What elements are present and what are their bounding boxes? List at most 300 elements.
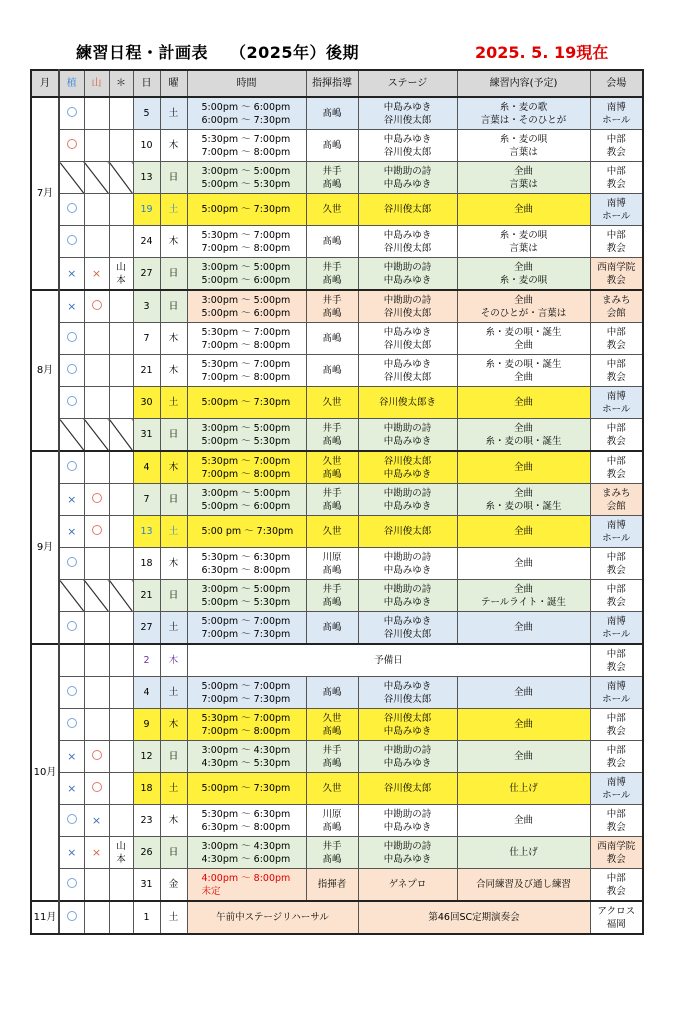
attendance-cell bbox=[84, 290, 109, 323]
weekday-cell: 土 bbox=[160, 612, 187, 645]
content-cell: 糸・麦の唄・誕生 全曲 bbox=[457, 355, 590, 387]
conductor-cell: 井手 髙嶋 bbox=[306, 837, 358, 869]
attendance-cell bbox=[59, 130, 84, 162]
attendance-cell bbox=[59, 258, 84, 291]
attendance-cell bbox=[59, 741, 84, 773]
day-cell: 21 bbox=[133, 580, 160, 612]
note-cell bbox=[109, 709, 133, 741]
time-cell: 5:30pm ～ 7:00pm 7:00pm ～ 8:00pm bbox=[187, 451, 306, 484]
venue-cell: まみち 会館 bbox=[590, 484, 643, 516]
conductor-cell: 久世 bbox=[306, 387, 358, 419]
conductor-cell: 久世 髙嶋 bbox=[306, 709, 358, 741]
circle-icon bbox=[67, 557, 77, 567]
venue-cell: 西南学院 教会 bbox=[590, 837, 643, 869]
weekday-cell: 日 bbox=[160, 290, 187, 323]
day-cell: 7 bbox=[133, 323, 160, 355]
note-cell bbox=[109, 130, 133, 162]
day-cell: 13 bbox=[133, 516, 160, 548]
circle-icon bbox=[67, 814, 77, 824]
content-cell: 全曲 糸・麦の唄 bbox=[457, 258, 590, 291]
day-cell: 5 bbox=[133, 97, 160, 130]
note-cell bbox=[109, 323, 133, 355]
red-circle-icon bbox=[92, 525, 102, 535]
weekday-cell: 木 bbox=[160, 805, 187, 837]
content-cell: 合同練習及び通し練習 bbox=[457, 869, 590, 902]
month-cell: 10月 bbox=[31, 644, 59, 901]
attendance-cell bbox=[84, 194, 109, 226]
month-cell: 8月 bbox=[31, 290, 59, 451]
table-row bbox=[31, 612, 643, 645]
conductor-cell: 髙嶋 bbox=[306, 677, 358, 709]
red-circle-icon bbox=[67, 139, 77, 149]
content-cell: 糸・麦の唄 言葉は bbox=[457, 130, 590, 162]
table-row bbox=[31, 516, 643, 548]
day-cell: 19 bbox=[133, 194, 160, 226]
cross-icon: × bbox=[67, 781, 77, 795]
attendance-cell bbox=[59, 355, 84, 387]
conductor-cell: 井手 髙嶋 bbox=[306, 162, 358, 194]
day-cell: 27 bbox=[133, 258, 160, 291]
attendance-cell bbox=[84, 97, 109, 130]
content-cell: 全曲 言葉は bbox=[457, 162, 590, 194]
diagonal-strike-cell bbox=[109, 580, 133, 612]
day-cell: 4 bbox=[133, 451, 160, 484]
table-header-row bbox=[31, 70, 643, 97]
attendance-cell bbox=[59, 323, 84, 355]
cross-icon: × bbox=[67, 845, 77, 859]
table-row bbox=[31, 387, 643, 419]
weekday-cell: 木 bbox=[160, 548, 187, 580]
time-cell: 5:00pm ～ 6:00pm 6:00pm ～ 7:30pm bbox=[187, 97, 306, 130]
red-cross-icon: × bbox=[91, 266, 102, 280]
red-cross-icon: × bbox=[91, 845, 102, 859]
venue-cell: 南博 ホール bbox=[590, 677, 643, 709]
special-cell: 午前中ステージリハーサル bbox=[187, 901, 358, 934]
content-cell: 糸・麦の歌 言葉は・そのひとが bbox=[457, 97, 590, 130]
attendance-cell bbox=[59, 97, 84, 130]
stage-cell: 中勘助の詩 中島みゆき bbox=[358, 837, 457, 869]
day-cell: 1 bbox=[133, 901, 160, 934]
circle-icon bbox=[67, 878, 77, 888]
stage-cell: 谷川俊太郎 中島みゆき bbox=[358, 451, 457, 484]
venue-cell: 中部 教会 bbox=[590, 805, 643, 837]
table-row bbox=[31, 548, 643, 580]
day-cell: 21 bbox=[133, 355, 160, 387]
diagonal-strike-cell bbox=[109, 162, 133, 194]
table-row bbox=[31, 97, 643, 130]
as-of-date: 2025. 5. 19現在 bbox=[475, 43, 609, 62]
time-cell: 5:00pm ～ 7:30pm bbox=[187, 773, 306, 805]
day-cell: 31 bbox=[133, 869, 160, 902]
diagonal-strike-cell bbox=[84, 419, 109, 452]
table-row bbox=[31, 741, 643, 773]
note-cell bbox=[109, 548, 133, 580]
attendance-cell bbox=[59, 837, 84, 869]
day-cell: 24 bbox=[133, 226, 160, 258]
venue-cell: 中部 教会 bbox=[590, 162, 643, 194]
attendance-cell bbox=[84, 837, 109, 869]
time-cell: 3:00pm ～ 5:00pm 5:00pm ～ 6:00pm bbox=[187, 484, 306, 516]
stage-cell: 中勘助の詩 中島みゆき bbox=[358, 805, 457, 837]
weekday-cell: 土 bbox=[160, 194, 187, 226]
time-cell: 3:00pm ～ 4:30pm 4:30pm ～ 6:00pm bbox=[187, 837, 306, 869]
time-cell: 5:00 pm ～ 7:30pm bbox=[187, 516, 306, 548]
stage-cell: 中島みゆき 谷川俊太郎 bbox=[358, 130, 457, 162]
conductor-cell: 指揮者 bbox=[306, 869, 358, 902]
note-cell bbox=[109, 451, 133, 484]
table-row bbox=[31, 194, 643, 226]
cross-icon: × bbox=[67, 299, 77, 313]
note-cell bbox=[109, 741, 133, 773]
circle-icon bbox=[67, 396, 77, 406]
content-cell: 全曲 bbox=[457, 548, 590, 580]
conductor-cell: 久世 bbox=[306, 773, 358, 805]
red-circle-icon bbox=[92, 782, 102, 792]
table-row bbox=[31, 355, 643, 387]
page-title: 練習日程・計画表 （2025年）後期 bbox=[76, 43, 360, 62]
weekday-cell: 金 bbox=[160, 869, 187, 902]
stage-cell: 中島みゆき 谷川俊太郎 bbox=[358, 226, 457, 258]
note-cell bbox=[109, 644, 133, 677]
diagonal-strike-cell bbox=[109, 419, 133, 452]
day-cell: 18 bbox=[133, 773, 160, 805]
weekday-cell: 土 bbox=[160, 516, 187, 548]
circle-icon bbox=[67, 203, 77, 213]
column-header: 月 bbox=[31, 70, 59, 97]
content-cell: 全曲 bbox=[457, 387, 590, 419]
table-row bbox=[31, 837, 643, 869]
column-header: 曜 bbox=[160, 70, 187, 97]
content-cell: 全曲 bbox=[457, 612, 590, 645]
circle-icon bbox=[67, 911, 77, 921]
stage-cell: 中島みゆき 谷川俊太郎 bbox=[358, 677, 457, 709]
time-cell: 5:30pm ～ 6:30pm 6:30pm ～ 8:00pm bbox=[187, 805, 306, 837]
column-header: 練習内容(予定) bbox=[457, 70, 590, 97]
note-cell bbox=[109, 484, 133, 516]
conductor-cell: 久世 髙嶋 bbox=[306, 451, 358, 484]
attendance-cell bbox=[59, 677, 84, 709]
time-cell: 5:30pm ～ 7:00pm 7:00pm ～ 8:00pm bbox=[187, 709, 306, 741]
note-cell bbox=[109, 194, 133, 226]
conductor-cell: 髙嶋 bbox=[306, 226, 358, 258]
venue-cell: 中部 教会 bbox=[590, 644, 643, 677]
time-cell: 3:00pm ～ 5:00pm 5:00pm ～ 5:30pm bbox=[187, 419, 306, 452]
conductor-cell: 井手 髙嶋 bbox=[306, 580, 358, 612]
weekday-cell: 木 bbox=[160, 709, 187, 741]
table-row bbox=[31, 323, 643, 355]
column-header: 指揮指導 bbox=[306, 70, 358, 97]
content-cell: 全曲 テールライト・誕生 bbox=[457, 580, 590, 612]
day-cell: 3 bbox=[133, 290, 160, 323]
note-cell bbox=[109, 516, 133, 548]
attendance-cell bbox=[84, 709, 109, 741]
weekday-cell: 日 bbox=[160, 580, 187, 612]
venue-cell: アクロス 福岡 bbox=[590, 901, 643, 934]
circle-icon bbox=[67, 718, 77, 728]
table-row bbox=[31, 677, 643, 709]
time-cell: 4:00pm ～ 8:00pm 未定 bbox=[187, 869, 306, 902]
content-cell: 全曲 糸・麦の唄・誕生 bbox=[457, 419, 590, 452]
weekday-cell: 土 bbox=[160, 97, 187, 130]
day-cell: 4 bbox=[133, 677, 160, 709]
venue-cell: 南博 ホール bbox=[590, 516, 643, 548]
note-cell bbox=[109, 97, 133, 130]
stage-cell: 中勘助の詩 谷川俊太郎 bbox=[358, 290, 457, 323]
weekday-cell: 土 bbox=[160, 901, 187, 934]
note-cell bbox=[109, 387, 133, 419]
cross-icon: × bbox=[67, 266, 77, 280]
weekday-cell: 日 bbox=[160, 837, 187, 869]
attendance-cell bbox=[59, 516, 84, 548]
time-cell: 3:00pm ～ 5:00pm 5:00pm ～ 5:30pm bbox=[187, 580, 306, 612]
weekday-cell: 木 bbox=[160, 323, 187, 355]
day-cell: 12 bbox=[133, 741, 160, 773]
attendance-cell bbox=[84, 484, 109, 516]
diagonal-strike-cell bbox=[84, 580, 109, 612]
conductor-cell: 髙嶋 bbox=[306, 355, 358, 387]
special-cell: 予備日 bbox=[187, 644, 590, 677]
time-cell: 5:30pm ～ 7:00pm 7:00pm ～ 8:00pm bbox=[187, 355, 306, 387]
venue-cell: 中部 教会 bbox=[590, 130, 643, 162]
content-cell: 糸・麦の唄 言葉は bbox=[457, 226, 590, 258]
stage-cell: 中勘助の詩 中島みゆき bbox=[358, 741, 457, 773]
venue-cell: 中部 教会 bbox=[590, 869, 643, 902]
attendance-cell bbox=[59, 484, 84, 516]
conductor-cell: 髙嶋 bbox=[306, 97, 358, 130]
venue-cell: 中部 教会 bbox=[590, 226, 643, 258]
cross-icon: × bbox=[91, 813, 102, 827]
circle-icon bbox=[67, 364, 77, 374]
conductor-cell: 川原 髙嶋 bbox=[306, 805, 358, 837]
content-cell: 全曲 bbox=[457, 516, 590, 548]
day-cell: 7 bbox=[133, 484, 160, 516]
attendance-cell bbox=[84, 516, 109, 548]
weekday-cell: 日 bbox=[160, 162, 187, 194]
weekday-cell: 木 bbox=[160, 644, 187, 677]
month-cell: 7月 bbox=[31, 97, 59, 290]
attendance-cell bbox=[59, 548, 84, 580]
attendance-cell bbox=[84, 677, 109, 709]
attendance-cell bbox=[59, 451, 84, 484]
weekday-cell: 土 bbox=[160, 677, 187, 709]
time-cell: 5:30pm ～ 7:00pm 7:00pm ～ 8:00pm bbox=[187, 323, 306, 355]
attendance-cell bbox=[84, 741, 109, 773]
venue-cell: 西南学院 教会 bbox=[590, 258, 643, 291]
table-row bbox=[31, 580, 643, 612]
weekday-cell: 日 bbox=[160, 741, 187, 773]
time-cell: 5:00pm ～ 7:00pm 7:00pm ～ 7:30pm bbox=[187, 612, 306, 645]
table-row bbox=[31, 451, 643, 484]
weekday-cell: 木 bbox=[160, 355, 187, 387]
venue-cell: 南博 ホール bbox=[590, 773, 643, 805]
time-cell: 3:00pm ～ 5:00pm 5:00pm ～ 5:30pm bbox=[187, 162, 306, 194]
note-cell bbox=[109, 901, 133, 934]
circle-icon bbox=[67, 235, 77, 245]
stage-cell: 中島みゆき 谷川俊太郎 bbox=[358, 612, 457, 645]
day-cell: 2 bbox=[133, 644, 160, 677]
table-row bbox=[31, 419, 643, 452]
month-cell: 11月 bbox=[31, 901, 59, 934]
stage-cell: 谷川俊太郎 bbox=[358, 194, 457, 226]
column-header: 日 bbox=[133, 70, 160, 97]
content-cell: 全曲 bbox=[457, 709, 590, 741]
stage-cell: ゲネプロ bbox=[358, 869, 457, 902]
conductor-cell: 井手 髙嶋 bbox=[306, 419, 358, 452]
content-cell: 全曲 糸・麦の唄・誕生 bbox=[457, 484, 590, 516]
table-row bbox=[31, 226, 643, 258]
table-row bbox=[31, 162, 643, 194]
circle-icon bbox=[67, 621, 77, 631]
time-cell: 5:30pm ～ 7:00pm 7:00pm ～ 8:00pm bbox=[187, 226, 306, 258]
table-row bbox=[31, 869, 643, 902]
special-cell: 第46回SC定期演奏会 bbox=[358, 901, 590, 934]
content-cell: 全曲 bbox=[457, 741, 590, 773]
attendance-cell bbox=[84, 773, 109, 805]
conductor-cell: 井手 髙嶋 bbox=[306, 484, 358, 516]
table-row bbox=[31, 290, 643, 323]
stage-cell: 中勘助の詩 中島みゆき bbox=[358, 258, 457, 291]
attendance-cell bbox=[59, 805, 84, 837]
attendance-cell bbox=[84, 355, 109, 387]
note-cell bbox=[109, 226, 133, 258]
day-cell: 27 bbox=[133, 612, 160, 645]
column-header: 植 bbox=[59, 70, 84, 97]
content-cell: 全曲 bbox=[457, 194, 590, 226]
diagonal-strike-cell bbox=[59, 162, 84, 194]
attendance-cell bbox=[84, 644, 109, 677]
time-cell: 3:00pm ～ 4:30pm 4:30pm ～ 5:30pm bbox=[187, 741, 306, 773]
venue-cell: 中部 教会 bbox=[590, 323, 643, 355]
cross-icon: × bbox=[67, 749, 77, 763]
venue-cell: 中部 教会 bbox=[590, 580, 643, 612]
stage-cell: 谷川俊太郎 bbox=[358, 773, 457, 805]
venue-cell: 中部 教会 bbox=[590, 709, 643, 741]
red-circle-icon bbox=[92, 750, 102, 760]
venue-cell: 中部 教会 bbox=[590, 741, 643, 773]
column-header: 会場 bbox=[590, 70, 643, 97]
stage-cell: 中勘助の詩 中島みゆき bbox=[358, 484, 457, 516]
conductor-cell: 髙嶋 bbox=[306, 130, 358, 162]
day-cell: 13 bbox=[133, 162, 160, 194]
venue-cell: 中部 教会 bbox=[590, 548, 643, 580]
attendance-cell bbox=[84, 612, 109, 645]
table-row bbox=[31, 644, 643, 677]
diagonal-strike-cell bbox=[59, 419, 84, 452]
content-cell: 全曲 bbox=[457, 805, 590, 837]
attendance-cell bbox=[59, 773, 84, 805]
cross-icon: × bbox=[67, 492, 77, 506]
circle-icon bbox=[67, 107, 77, 117]
venue-cell: 中部 教会 bbox=[590, 451, 643, 484]
conductor-cell: 久世 bbox=[306, 194, 358, 226]
table-row bbox=[31, 258, 643, 291]
attendance-cell bbox=[59, 290, 84, 323]
content-cell: 全曲 bbox=[457, 451, 590, 484]
time-cell: 5:00pm ～ 7:00pm 7:00pm ～ 7:30pm bbox=[187, 677, 306, 709]
day-cell: 30 bbox=[133, 387, 160, 419]
cross-icon: × bbox=[67, 524, 77, 538]
attendance-cell bbox=[84, 323, 109, 355]
conductor-cell: 井手 髙嶋 bbox=[306, 741, 358, 773]
time-cell: 3:00pm ～ 5:00pm 5:00pm ～ 6:00pm bbox=[187, 290, 306, 323]
venue-cell: 南博 ホール bbox=[590, 612, 643, 645]
content-cell: 仕上げ bbox=[457, 837, 590, 869]
conductor-cell: 髙嶋 bbox=[306, 612, 358, 645]
stage-cell: 中島みゆき 谷川俊太郎 bbox=[358, 355, 457, 387]
weekday-cell: 日 bbox=[160, 258, 187, 291]
stage-cell: 中勘助の詩 中島みゆき bbox=[358, 419, 457, 452]
note-cell bbox=[109, 869, 133, 902]
weekday-cell: 木 bbox=[160, 451, 187, 484]
diagonal-strike-cell bbox=[84, 162, 109, 194]
diagonal-strike-cell bbox=[59, 580, 84, 612]
weekday-cell: 日 bbox=[160, 419, 187, 452]
column-header: ＊ bbox=[109, 70, 133, 97]
content-cell: 仕上げ bbox=[457, 773, 590, 805]
weekday-cell: 日 bbox=[160, 484, 187, 516]
table-row bbox=[31, 805, 643, 837]
conductor-cell: 髙嶋 bbox=[306, 323, 358, 355]
column-header: 山 bbox=[84, 70, 109, 97]
attendance-cell bbox=[59, 226, 84, 258]
conductor-cell: 久世 bbox=[306, 516, 358, 548]
circle-icon bbox=[67, 332, 77, 342]
attendance-cell bbox=[84, 226, 109, 258]
time-cell: 3:00pm ～ 5:00pm 5:00pm ～ 6:00pm bbox=[187, 258, 306, 291]
attendance-cell bbox=[59, 612, 84, 645]
column-header: ステージ bbox=[358, 70, 457, 97]
weekday-cell: 土 bbox=[160, 773, 187, 805]
table-row bbox=[31, 901, 643, 934]
venue-cell: 南博 ホール bbox=[590, 387, 643, 419]
stage-cell: 中勘助の詩 中島みゆき bbox=[358, 548, 457, 580]
time-cell: 5:30pm ～ 7:00pm 7:00pm ～ 8:00pm bbox=[187, 130, 306, 162]
stage-cell: 谷川俊太郎き bbox=[358, 387, 457, 419]
venue-cell: 南博 ホール bbox=[590, 97, 643, 130]
month-cell: 9月 bbox=[31, 451, 59, 644]
time-cell: 5:00pm ～ 7:30pm bbox=[187, 194, 306, 226]
stage-cell: 中勘助の詩 中島みゆき bbox=[358, 580, 457, 612]
venue-cell: 中部 教会 bbox=[590, 355, 643, 387]
table-row bbox=[31, 130, 643, 162]
schedule-table bbox=[30, 69, 644, 935]
time-cell: 5:30pm ～ 6:30pm 6:30pm ～ 8:00pm bbox=[187, 548, 306, 580]
attendance-cell bbox=[84, 387, 109, 419]
attendance-cell bbox=[84, 130, 109, 162]
day-cell: 9 bbox=[133, 709, 160, 741]
attendance-cell bbox=[59, 869, 84, 902]
red-circle-icon bbox=[92, 493, 102, 503]
table-row bbox=[31, 484, 643, 516]
attendance-cell bbox=[84, 258, 109, 291]
stage-cell: 谷川俊太郎 bbox=[358, 516, 457, 548]
conductor-cell: 川原 髙嶋 bbox=[306, 548, 358, 580]
day-cell: 18 bbox=[133, 548, 160, 580]
note-cell bbox=[109, 290, 133, 323]
table-row bbox=[31, 709, 643, 741]
note-cell bbox=[109, 773, 133, 805]
weekday-cell: 土 bbox=[160, 387, 187, 419]
venue-cell: 中部 教会 bbox=[590, 419, 643, 452]
table-row bbox=[31, 773, 643, 805]
weekday-cell: 木 bbox=[160, 226, 187, 258]
content-cell: 糸・麦の唄・誕生 全曲 bbox=[457, 323, 590, 355]
stage-cell: 中島みゆき 谷川俊太郎 bbox=[358, 97, 457, 130]
conductor-cell: 井手 髙嶋 bbox=[306, 290, 358, 323]
day-cell: 26 bbox=[133, 837, 160, 869]
note-cell bbox=[109, 612, 133, 645]
attendance-cell bbox=[59, 387, 84, 419]
